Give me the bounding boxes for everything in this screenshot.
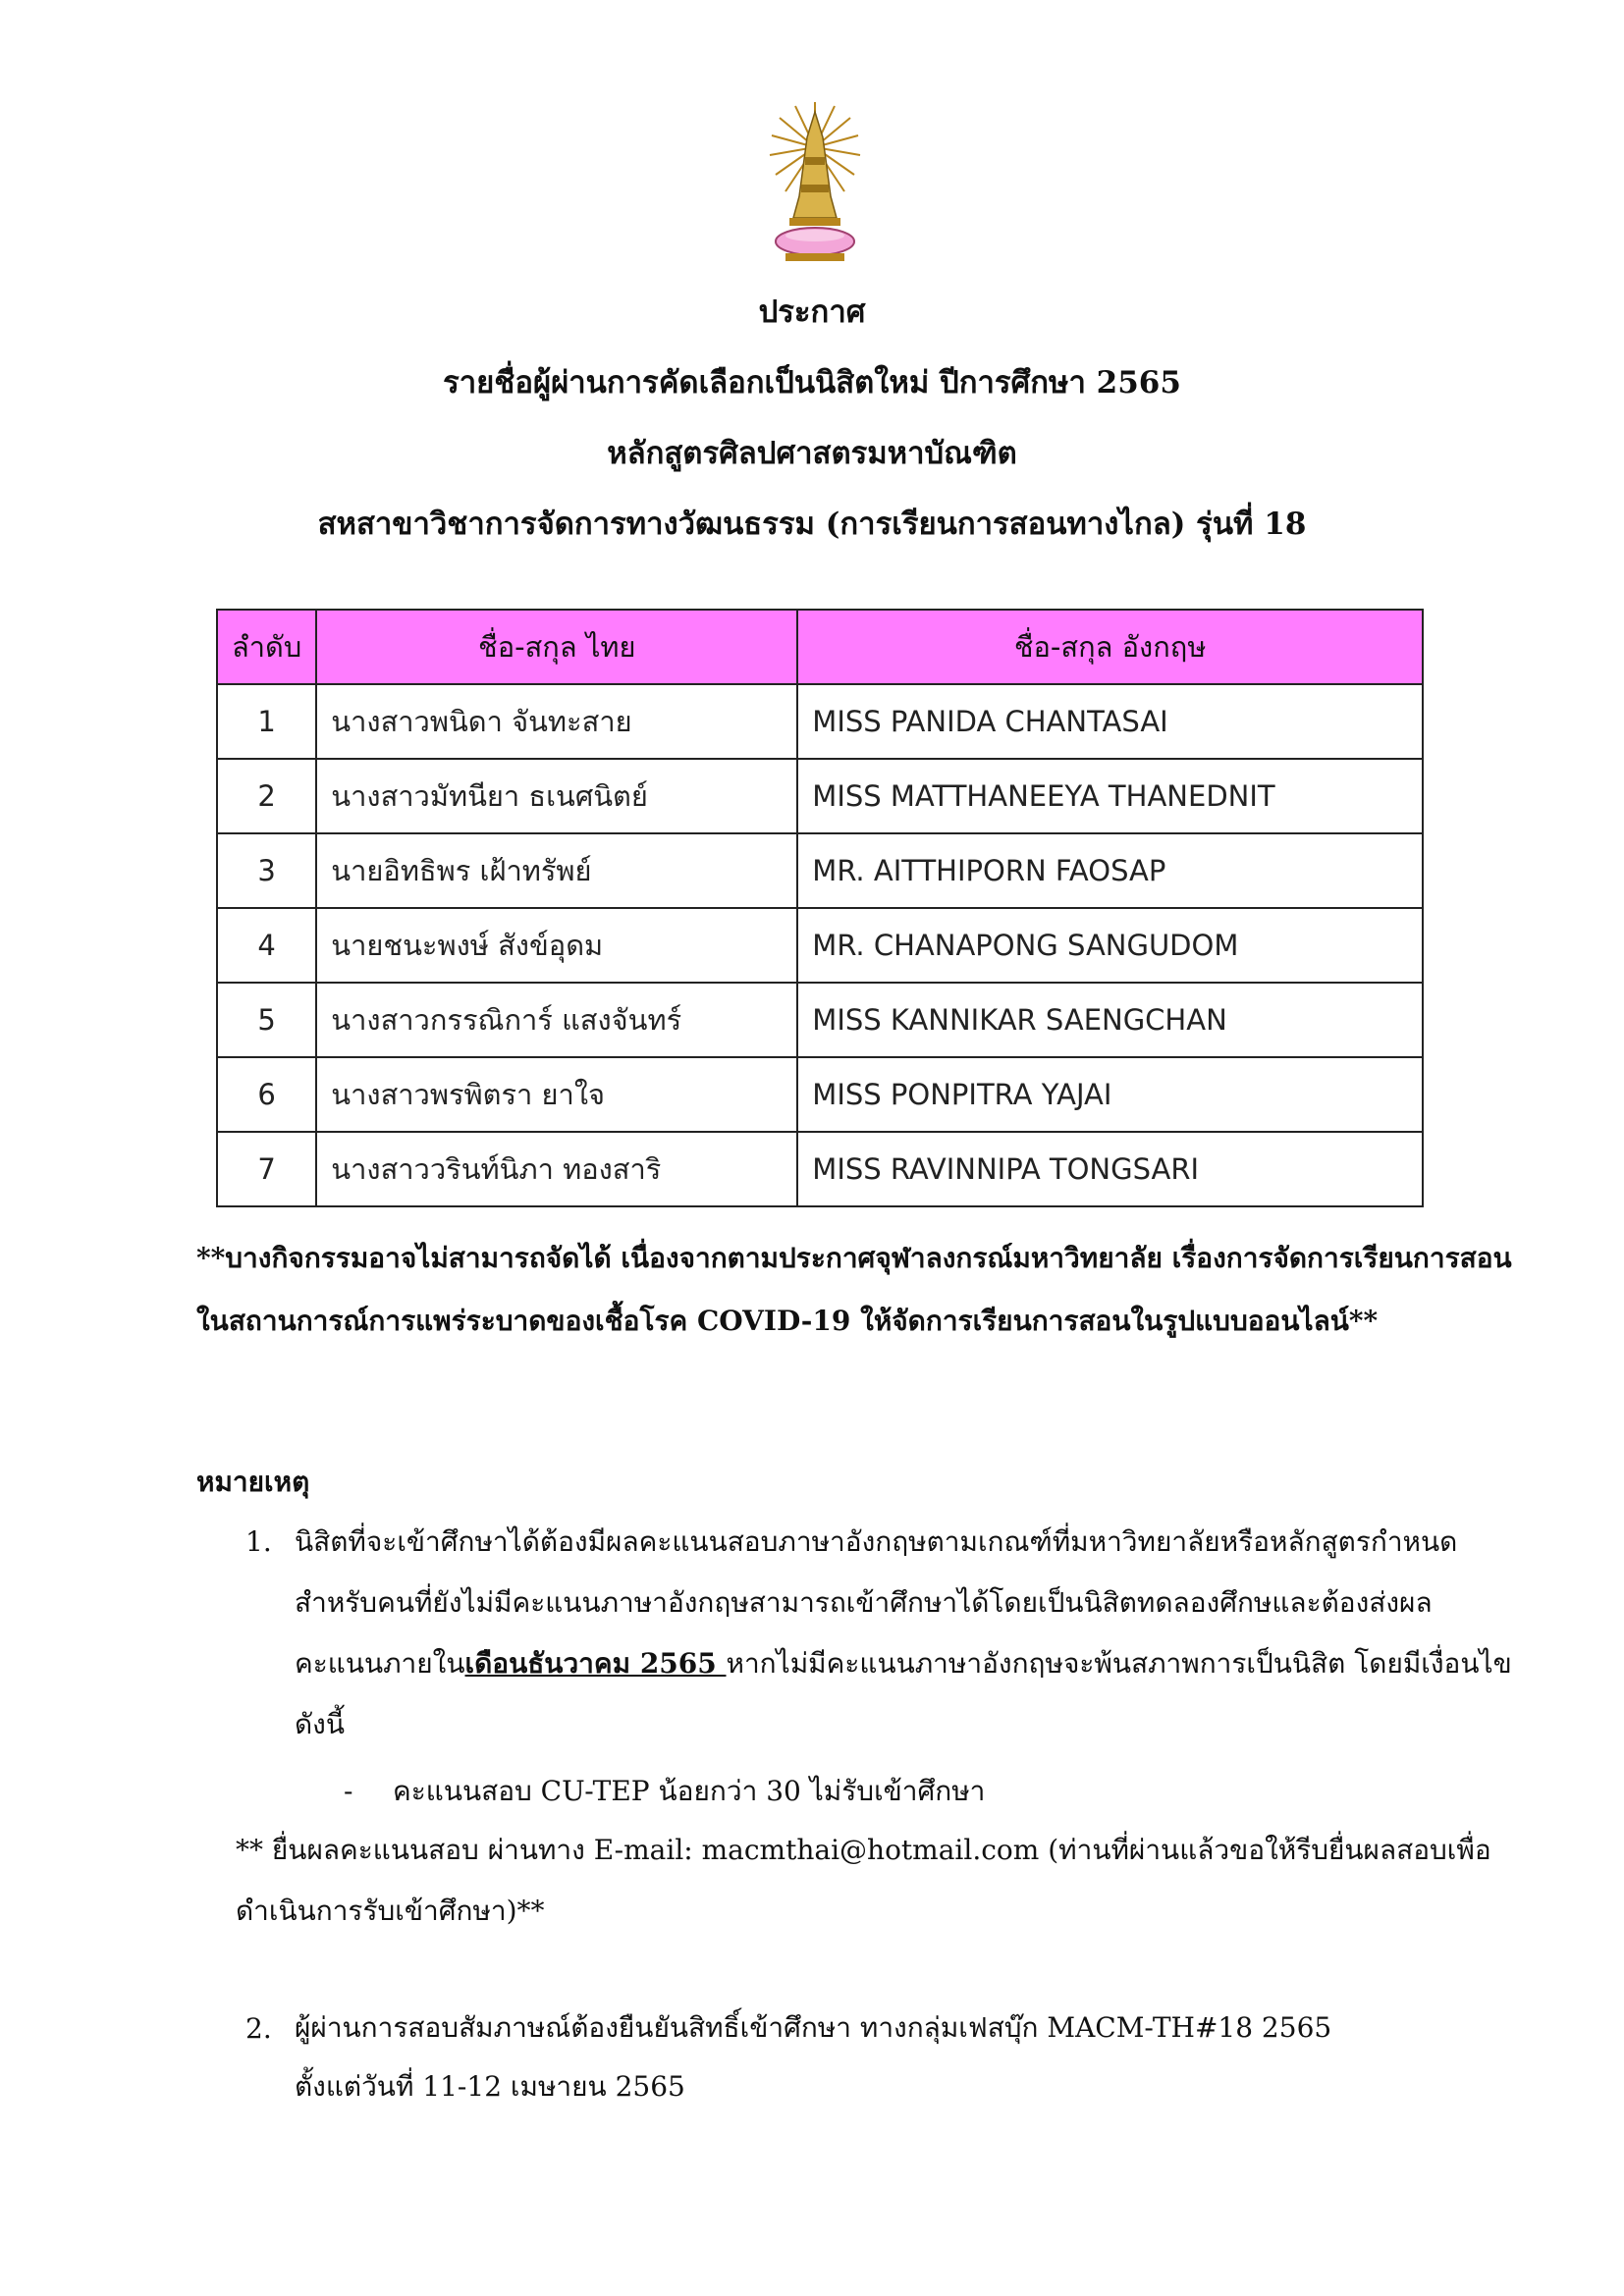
submission-line: ** ยื่นผลคะแนนสอบ ผ่านทาง E-mail: macmthai@hotmail.com (ท่านที่ผ่านแล้วขอให้รีบยื่นผลสอบเพื่อ: [236, 1834, 1491, 1866]
remark-1-line3-post: หากไม่มีคะแนนภาษาอังกฤษจะพ้นสภาพการเป็นนิสิต โดยมีเงื่อนไข: [726, 1647, 1512, 1680]
row-english-name: MISS PONPITRA YAJAI: [797, 1057, 1423, 1132]
row-thai-name: นางสาวพนิดา จันทะสาย: [316, 684, 797, 759]
row-english-name: MISS PANIDA CHANTASAI: [797, 684, 1423, 759]
table-row: [217, 833, 1423, 908]
row-number: 1: [217, 684, 316, 759]
admitted-students-table: [216, 609, 1424, 1207]
heading-title: ประกาศ: [758, 294, 866, 330]
covid-notice-line: ในสถานการณ์การแพร่ระบาดของเชื้อโรค COVID-19 ให้จัดการเรียนการสอนในรูปแบบออนไลน์**: [196, 1305, 1379, 1337]
row-number: 4: [217, 908, 316, 983]
row-english-name: MISS MATTHANEEYA THANEDNIT: [797, 759, 1423, 833]
row-thai-name: นายอิทธิพร เฝ้าทรัพย์: [316, 833, 797, 908]
row-number: 2: [217, 759, 316, 833]
row-number: 7: [217, 1132, 316, 1206]
remark-1-line: สำหรับคนที่ยังไม่มีคะแนนภาษาอังกฤษสามารถเข้าศึกษาได้โดยเป็นนิสิตทดลองศึกษและต้องส่งผล: [295, 1586, 1433, 1619]
row-english-name: MISS RAVINNIPA TONGSARI: [797, 1132, 1423, 1206]
header-english-name: ชื่อ-สกุล อังกฤษ: [797, 610, 1423, 684]
covid-notice: [196, 1227, 1532, 1353]
row-english-name: MR. AITTHIPORN FAOSAP: [797, 833, 1423, 908]
heading-program: หลักสูตรศิลปศาสตรมหาบัณฑิต: [607, 436, 1017, 471]
announcement-heading: [0, 277, 1624, 560]
header-order: ลำดับ: [217, 610, 316, 684]
remark-1-line: ดังนี้: [295, 1708, 345, 1740]
covid-notice-line: **บางกิจกรรมอาจไม่สามารถจัดได้ เนื่องจากตามประกาศจุฬาลงกรณ์มหาวิทยาลัย เรื่องการจัดการเรียนการสอน: [196, 1242, 1512, 1274]
remark-2-text: [295, 1999, 1331, 2116]
row-thai-name: นางสาววรินท์นิภา ทองสาริ: [316, 1132, 797, 1206]
row-thai-name: นางสาวกรรณิการ์ แสงจันทร์: [316, 983, 797, 1057]
header-thai-name: ชื่อ-สกุล ไทย: [316, 610, 797, 684]
remark-1-line3-pre: คะแนนภายใน: [295, 1647, 465, 1680]
row-thai-name: นางสาวพรพิตรา ยาใจ: [316, 1057, 797, 1132]
table-row: [217, 983, 1423, 1057]
table-row: [217, 908, 1423, 983]
row-number: 3: [217, 833, 316, 908]
table-header-row: [217, 610, 1423, 684]
table-row: [217, 1057, 1423, 1132]
deadline-date: เดือนธันวาคม 2565: [464, 1647, 727, 1680]
row-thai-name: นายชนะพงษ์ สังข์อุดม: [316, 908, 797, 983]
table-row: [217, 1132, 1423, 1206]
remark-1-number: 1.: [245, 1525, 272, 1558]
heading-subtitle: รายชื่อผู้ผ่านการคัดเลือกเป็นนิสิตใหม่ ปีการศึกษา 2565: [443, 365, 1181, 400]
submission-line: ดำเนินการรับเข้าศึกษา)**: [236, 1895, 545, 1927]
bullet-dash: -: [344, 1775, 353, 1807]
remark-2-line: ผู้ผ่านการสอบสัมภาษณ์ต้องยืนยันสิทธิ์เข้าศึกษา ทางกลุ่มเฟสบุ๊ก MACM-TH#18 2565: [295, 2011, 1332, 2044]
heading-field: สหสาขาวิชาการจัดการทางวัฒนธรรม (การเรียนการสอนทางไกล) รุ่นที่ 18: [317, 507, 1307, 542]
remark-1-text: [295, 1512, 1512, 1755]
remark-2-number: 2.: [245, 2012, 272, 2045]
remark-1-line: [295, 1633, 1512, 1694]
row-english-name: MR. CHANAPONG SANGUDOM: [797, 908, 1423, 983]
university-emblem-icon: [766, 98, 864, 265]
remark-2-line: ตั้งแต่วันที่ 11-12 เมษายน 2565: [295, 2070, 685, 2103]
row-number: 5: [217, 983, 316, 1057]
row-english-name: MISS KANNIKAR SAENGCHAN: [797, 983, 1423, 1057]
table-row: [217, 684, 1423, 759]
submission-note: [236, 1820, 1491, 1942]
row-thai-name: นางสาวมัทนียา ธเนศนิตย์: [316, 759, 797, 833]
remark-1-line: นิสิตที่จะเข้าศึกษาได้ต้องมีผลคะแนนสอบภาษาอังกฤษตามเกณฑ์ที่มหาวิทยาลัยหรือหลักสูตรกำหนด: [295, 1525, 1458, 1558]
row-number: 6: [217, 1057, 316, 1132]
table-row: [217, 759, 1423, 833]
cu-tep-condition: คะแนนสอบ CU-TEP น้อยกว่า 30 ไม่รับเข้าศึกษา: [393, 1775, 986, 1807]
remarks-title: หมายเหตุ: [196, 1466, 310, 1498]
